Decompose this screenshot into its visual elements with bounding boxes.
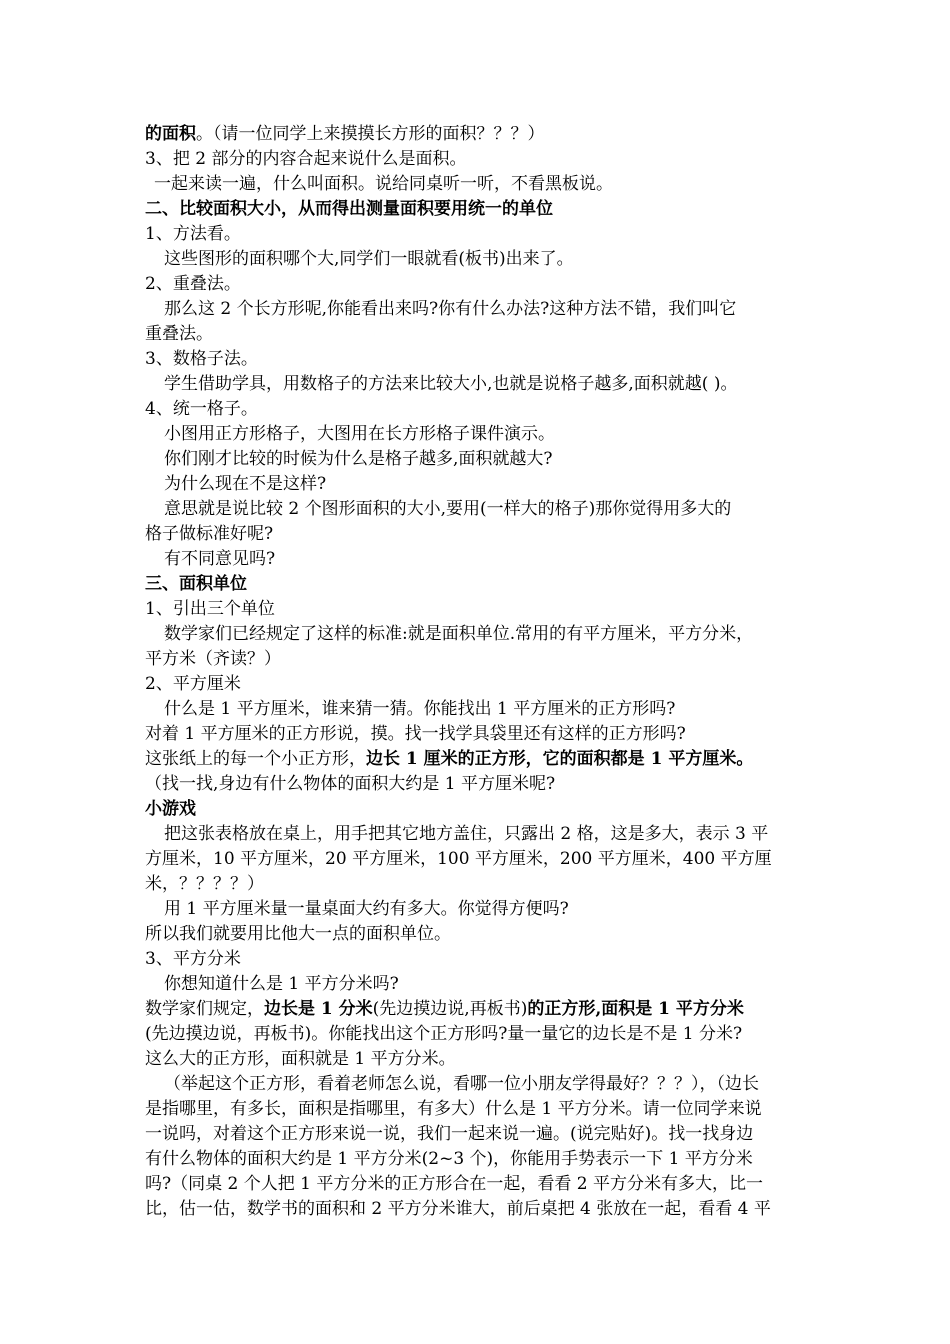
text-line bbox=[145, 247, 815, 272]
text-segment: (先边摸边说,再板书) bbox=[372, 999, 528, 1019]
text-segment: 米，？？？？） bbox=[145, 874, 264, 894]
text-segment: 这张纸上的每一个小正方形， bbox=[145, 749, 366, 769]
text-line bbox=[145, 847, 815, 872]
text-line bbox=[145, 172, 815, 197]
text-line bbox=[145, 222, 815, 247]
text-segment: 对着 1 平方厘米的正方形说，摸。找一找学具袋里还有这样的正方形吗? bbox=[145, 724, 686, 744]
text-line bbox=[145, 372, 815, 397]
text-segment: 3、数格子法。 bbox=[145, 349, 258, 369]
text-segment: 你们刚才比较的时候为什么是格子越多,面积就越大? bbox=[164, 449, 553, 469]
text-line bbox=[145, 422, 815, 447]
text-line bbox=[145, 697, 815, 722]
text-segment: 学生借助学具，用数格子的方法来比较大小,也就是说格子越多,面积就越( )。 bbox=[164, 374, 738, 394]
text-segment: 小图用正方形格子，大图用在长方形格子课件演示。 bbox=[164, 424, 555, 444]
text-line bbox=[145, 272, 815, 297]
text-line bbox=[145, 822, 815, 847]
text-line bbox=[145, 547, 815, 572]
text-segment: （举起这个正方形，看着老师怎么说，看哪一位小朋友学得最好？？？），（边长 bbox=[164, 1074, 759, 1094]
text-segment: 意思就是说比较 2 个图形面积的大小,要用(一样大的格子)那你觉得用多大的 bbox=[164, 499, 732, 519]
text-segment: 方厘米，10 平方厘米，20 平方厘米，100 平方厘米，200 平方厘米，400 平方厘 bbox=[145, 849, 772, 869]
text-segment: （找一找,身边有什么物体的面积大约是 1 平方厘米呢? bbox=[145, 774, 556, 794]
text-line bbox=[145, 322, 815, 347]
bold-text: 的正方形,面积是 1 平方分米 bbox=[527, 999, 744, 1019]
text-segment: (先边摸边说，再板书)。你能找出这个正方形吗?量一量它的边长是不是 1 分米? bbox=[145, 1024, 743, 1044]
text-line bbox=[145, 972, 815, 997]
text-segment: 有什么物体的面积大约是 1 平方分米(2~3 个)，你能用手势表示一下 1 平方分米 bbox=[145, 1149, 753, 1169]
text-segment: 有不同意见吗? bbox=[164, 549, 276, 569]
text-segment: 比，估一估，数学书的面积和 2 平方分米谁大，前后桌把 4 张放在一起，看看 4 平 bbox=[145, 1199, 771, 1219]
text-line bbox=[145, 197, 815, 222]
text-segment: 这些图形的面积哪个大,同学们一眼就看(板书)出来了。 bbox=[164, 249, 574, 269]
text-line bbox=[145, 147, 815, 172]
text-segment: 数学家们已经规定了这样的标准:就是面积单位.常用的有平方厘米，平方分米， bbox=[164, 624, 754, 644]
text-line bbox=[145, 1097, 815, 1122]
bold-text: 边长是 1 分米 bbox=[264, 999, 373, 1019]
text-segment: 这么大的正方形，面积就是 1 平方分米。 bbox=[145, 1049, 456, 1069]
text-line bbox=[145, 1022, 815, 1047]
text-segment: 一起来读一遍，什么叫面积。说给同桌听一听，不看黑板说。 bbox=[154, 174, 613, 194]
text-segment: 4、统一格子。 bbox=[145, 399, 258, 419]
text-line bbox=[145, 772, 815, 797]
document-body bbox=[145, 122, 815, 1222]
text-line bbox=[145, 597, 815, 622]
text-line bbox=[145, 1147, 815, 1172]
text-line bbox=[145, 347, 815, 372]
text-line bbox=[145, 572, 815, 597]
text-segment: 1、引出三个单位 bbox=[145, 599, 275, 619]
text-segment: 格子做标准好呢? bbox=[145, 524, 274, 544]
text-line bbox=[145, 872, 815, 897]
text-segment: 用 1 平方厘米量一量桌面大约有多大。你觉得方便吗? bbox=[164, 899, 569, 919]
text-segment: 一说吗，对着这个正方形来说一说，我们一起来说一遍。(说完贴好)。找一找身边 bbox=[145, 1124, 754, 1144]
bold-text: 二、比较面积大小，从而得出测量面积要用统一的单位 bbox=[145, 199, 553, 219]
text-line bbox=[145, 522, 815, 547]
text-line bbox=[145, 947, 815, 972]
text-line bbox=[145, 922, 815, 947]
text-line bbox=[145, 672, 815, 697]
text-segment: 数学家们规定， bbox=[145, 999, 264, 1019]
bold-text: 边长 1 厘米的正方形，它的面积都是 1 平方厘米。 bbox=[366, 749, 754, 769]
text-segment: 你想知道什么是 1 平方分米吗? bbox=[164, 974, 399, 994]
text-line bbox=[145, 897, 815, 922]
text-segment: 。（请一位同学上来摸摸长方形的面积？？？） bbox=[196, 124, 545, 144]
text-segment: 重叠法。 bbox=[145, 324, 213, 344]
text-line bbox=[145, 497, 815, 522]
text-line bbox=[145, 447, 815, 472]
text-line bbox=[145, 1047, 815, 1072]
text-line bbox=[145, 297, 815, 322]
text-segment: 2、平方厘米 bbox=[145, 674, 241, 694]
text-line bbox=[145, 122, 815, 147]
text-segment: 所以我们就要用比他大一点的面积单位。 bbox=[145, 924, 451, 944]
text-line bbox=[145, 722, 815, 747]
text-line bbox=[145, 1072, 815, 1097]
text-segment: 什么是 1 平方厘米，谁来猜一猜。你能找出 1 平方厘米的正方形吗? bbox=[164, 699, 676, 719]
text-line bbox=[145, 997, 815, 1022]
bold-text: 的面积 bbox=[145, 124, 196, 144]
text-segment: 1、方法看。 bbox=[145, 224, 241, 244]
text-line bbox=[145, 397, 815, 422]
bold-text: 三、面积单位 bbox=[145, 574, 247, 594]
text-line bbox=[145, 472, 815, 497]
text-line bbox=[145, 747, 815, 772]
text-line bbox=[145, 1122, 815, 1147]
text-segment: 2、重叠法。 bbox=[145, 274, 241, 294]
bold-text: 小游戏 bbox=[145, 799, 196, 819]
text-segment: 是指哪里，有多长，面积是指哪里，有多大）什么是 1 平方分米。请一位同学来说 bbox=[145, 1099, 762, 1119]
text-line bbox=[145, 647, 815, 672]
text-segment: 为什么现在不是这样? bbox=[164, 474, 327, 494]
text-segment: 3、平方分米 bbox=[145, 949, 241, 969]
text-line bbox=[145, 797, 815, 822]
text-segment: 那么这 2 个长方形呢,你能看出来吗?你有什么办法?这种方法不错，我们叫它 bbox=[164, 299, 737, 319]
text-line bbox=[145, 622, 815, 647]
text-segment: 把这张表格放在桌上，用手把其它地方盖住，只露出 2 格，这是多大，表示 3 平 bbox=[164, 824, 769, 844]
text-segment: 3、把 2 部分的内容合起来说什么是面积。 bbox=[145, 149, 467, 169]
text-segment: 平方米（齐读？） bbox=[145, 649, 281, 669]
text-segment: 吗?（同桌 2 个人把 1 平方分米的正方形合在一起，看看 2 平方分米有多大，比一 bbox=[145, 1174, 763, 1194]
text-line bbox=[145, 1172, 815, 1197]
text-line bbox=[145, 1197, 815, 1222]
